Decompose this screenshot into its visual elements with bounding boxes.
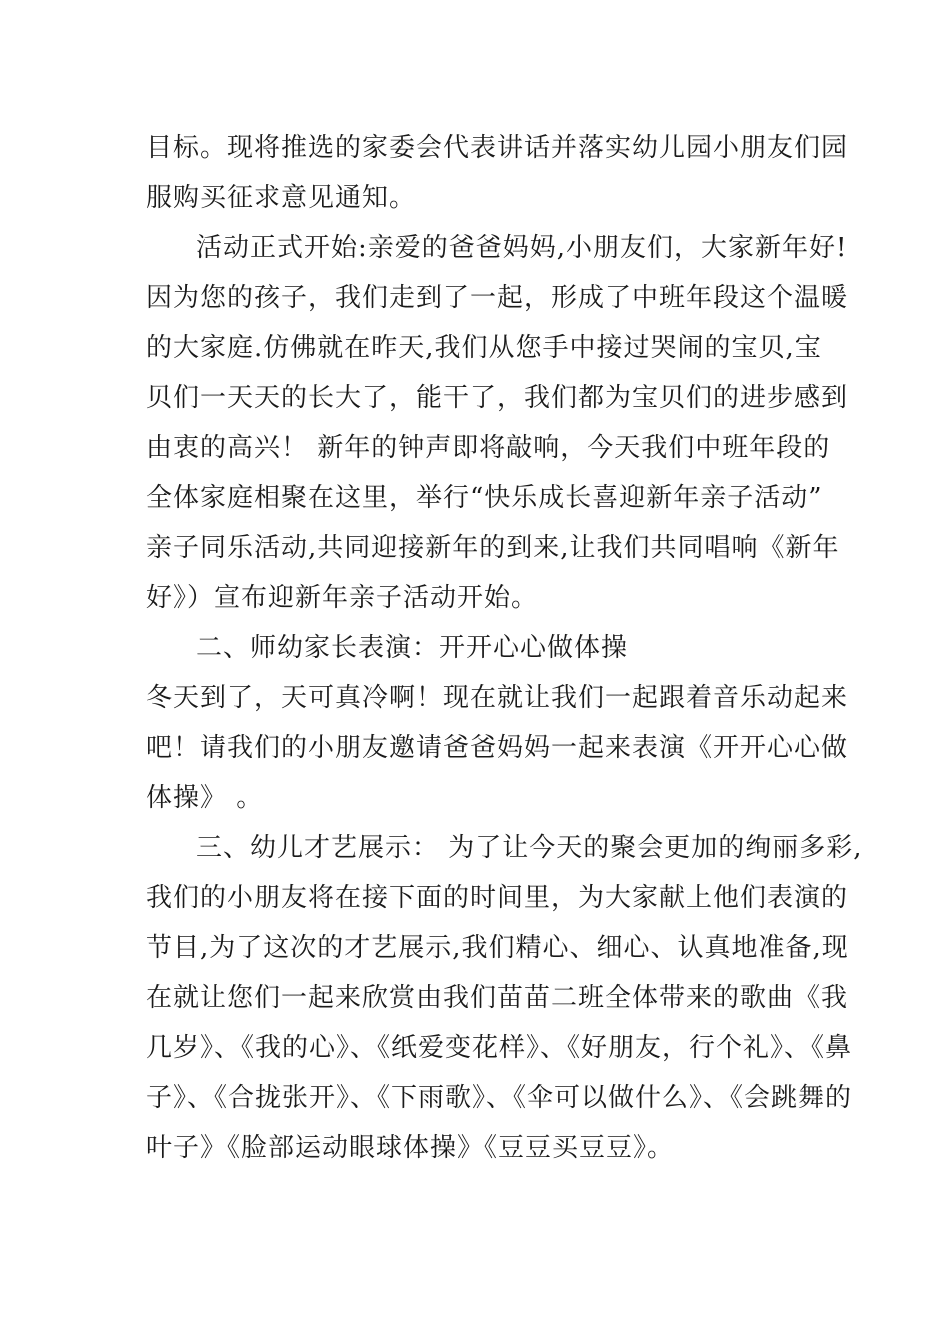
text-line: 因为您的孩子，我们走到了一起，形成了中班年段这个温暖 xyxy=(146,283,849,313)
text-line: 亲子同乐活动,共同迎接新年的到来,让我们共同唱响《新年 xyxy=(146,533,840,563)
text-line: 几岁》、《我的心》、《纸爱变花样》、《好朋友，行个礼》、《鼻 xyxy=(146,1033,853,1063)
text-line: 的大家庭.仿佛就在昨天,我们从您手中接过哭闹的宝贝,宝 xyxy=(146,333,822,363)
text-line: 子》、《合拢张开》、《下雨歌》、《伞可以做什么》、《会跳舞的 xyxy=(146,1083,853,1113)
text-line: 好》）宣布迎新年亲子活动开始。 xyxy=(146,583,539,613)
text-line: 我们的小朋友将在接下面的时间里，为大家献上他们表演的 xyxy=(146,883,849,913)
text-line: 贝们一天天的长大了，能干了，我们都为宝贝们的进步感到 xyxy=(146,383,849,413)
text-line: 吧！请我们的小朋友邀请爸爸妈妈一起来表演《开开心心做 xyxy=(146,733,849,763)
text-line: 体操》 。 xyxy=(146,783,264,813)
text-line: 节目,为了这次的才艺展示,我们精心、细心、认真地准备,现 xyxy=(146,933,849,963)
text-line: 在就让您们一起来欣赏由我们苗苗二班全体带来的歌曲《我 xyxy=(146,983,849,1013)
text-line: 全体家庭相聚在这里，举行“快乐成长喜迎新年亲子活动” xyxy=(146,483,823,513)
text-line: 叶子》《脸部运动眼球体操》《豆豆买豆豆》。 xyxy=(146,1133,675,1163)
text-line: 目标。现将推选的家委会代表讲话并落实幼儿园小朋友们园 xyxy=(146,133,849,163)
paragraph-start-line: 活动正式开始:亲爱的爸爸妈妈,小朋友们，大家新年好! xyxy=(196,233,848,263)
text-line: 冬天到了，天可真冷啊！现在就让我们一起跟着音乐动起来 xyxy=(146,683,849,713)
text-line: 服购买征求意见通知。 xyxy=(146,183,417,213)
text-line: 由衷的高兴！ 新年的钟声即将敲响，今天我们中班年段的 xyxy=(146,433,831,463)
section-heading-2: 二、师幼家长表演：开开心心做体操 xyxy=(196,633,629,663)
section-heading-3: 三、幼儿才艺展示： 为了让今天的聚会更加的绚丽多彩, xyxy=(196,833,863,863)
